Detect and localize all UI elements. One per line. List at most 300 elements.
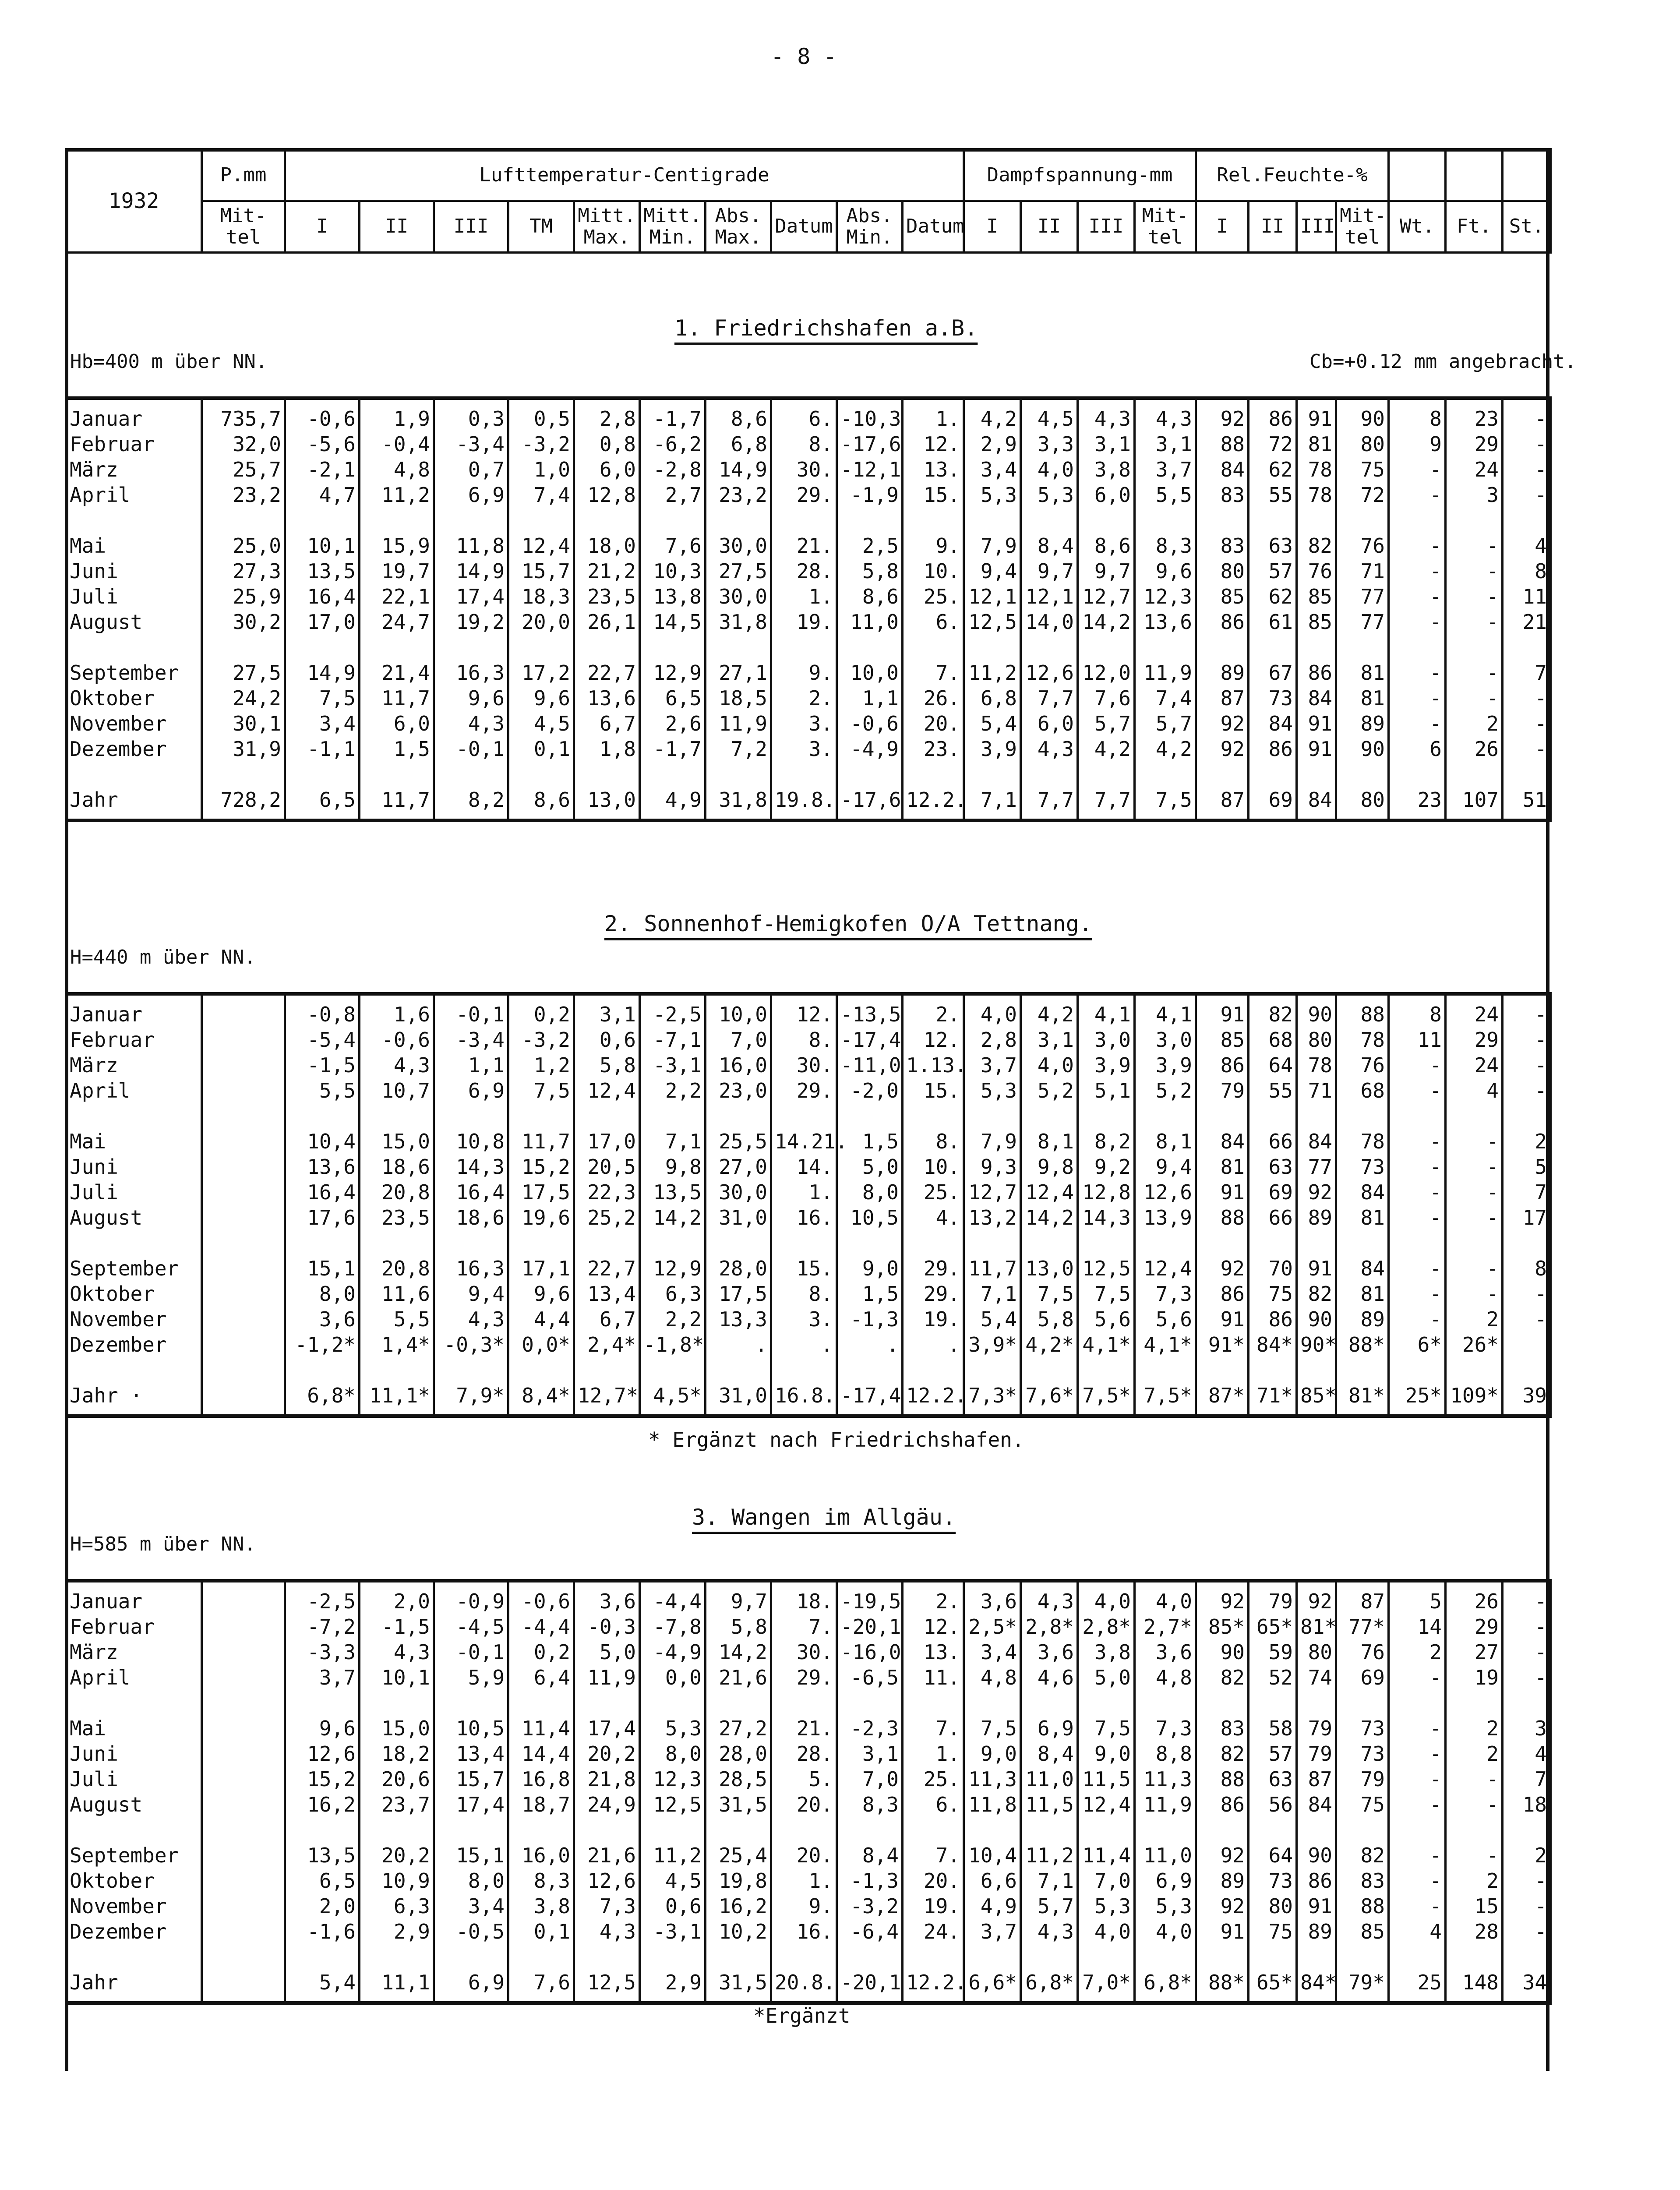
- table-cell: [202, 1919, 285, 1944]
- table-cell: 3,6: [574, 1581, 640, 1614]
- table-cell: 8,0: [837, 1180, 903, 1205]
- table-cell: 9,6: [508, 685, 574, 711]
- table-cell: 4,3: [1078, 398, 1135, 431]
- table-cell: 13,0: [574, 787, 640, 820]
- spacer-cell: [1503, 1690, 1551, 1716]
- table-cell: -: [1503, 457, 1551, 482]
- table-cell: 12,4: [508, 533, 574, 558]
- table-cell: 78: [1297, 457, 1336, 482]
- spacer-cell: [1446, 1357, 1503, 1383]
- table-cell: 86: [1196, 1792, 1249, 1817]
- table-cell: 109*: [1446, 1383, 1503, 1416]
- table-row: [66, 1129, 1551, 1154]
- table-cell: 3,0: [1135, 1027, 1196, 1053]
- month-label: September: [66, 1843, 202, 1868]
- table-cell: 7,0: [837, 1766, 903, 1792]
- table-cell: 17,5: [508, 1180, 574, 1205]
- table-cell: 80: [1249, 1893, 1297, 1919]
- spacer-cell: [1336, 508, 1389, 533]
- spacer-cell: [1446, 635, 1503, 660]
- table-cell: 5,6: [1078, 1307, 1135, 1332]
- table-cell: 27,2: [706, 1716, 771, 1741]
- spacer-cell: [1196, 762, 1249, 787]
- table-cell: 3: [1503, 1716, 1551, 1741]
- spacer-cell: [66, 762, 202, 787]
- table-cell: 79: [1297, 1716, 1336, 1741]
- spacer-cell: [434, 1944, 508, 1970]
- spacer-cell: [1196, 635, 1249, 660]
- spacer-cell: [1249, 762, 1297, 787]
- table-cell: 1.: [903, 398, 964, 431]
- table-cell: 4,0: [1078, 1919, 1135, 1944]
- spacer-cell: [285, 508, 360, 533]
- table-cell: -2,1: [285, 457, 360, 482]
- table-cell: 80: [1196, 558, 1249, 584]
- table-cell: 88: [1336, 994, 1389, 1027]
- table-cell: 13.: [903, 1639, 964, 1665]
- table-cell: 9,4: [964, 558, 1021, 584]
- table-cell: 12,9: [640, 1256, 706, 1281]
- table-cell: 78: [1336, 1027, 1389, 1053]
- spacer-cell: [640, 1690, 706, 1716]
- table-cell: 4,5: [640, 1868, 706, 1893]
- table-cell: 11,1: [360, 1970, 434, 2003]
- table-cell: [202, 1205, 285, 1230]
- spacer-cell: [1196, 1944, 1249, 1970]
- table-cell: 20,2: [574, 1741, 640, 1766]
- table-cell: 4,0: [1135, 1919, 1196, 1944]
- table-cell: 7,3*: [964, 1383, 1021, 1416]
- table-cell: 12.: [771, 994, 837, 1027]
- spacer-cell: [1297, 1817, 1336, 1843]
- table-cell: -2,0: [837, 1078, 903, 1103]
- table-cell: 14,9: [285, 660, 360, 685]
- table-cell: 20,5: [574, 1154, 640, 1180]
- table-cell: 12,8: [1078, 1180, 1135, 1205]
- table-cell: 9.: [771, 1893, 837, 1919]
- temperature-col-header: Abs. Max.: [706, 201, 771, 253]
- table-cell: 4,5: [1021, 398, 1078, 431]
- spacer-cell: [508, 1357, 574, 1383]
- table-cell: -2,3: [837, 1716, 903, 1741]
- table-cell: 4,2: [964, 398, 1021, 431]
- table-cell: -: [1503, 1027, 1551, 1053]
- vapor-col-header: II: [1021, 201, 1078, 253]
- table-row: [66, 431, 1551, 457]
- spacer-cell: [1196, 508, 1249, 533]
- table-cell: 2: [1446, 711, 1503, 736]
- table-cell: 0,3: [434, 398, 508, 431]
- table-cell: 30,1: [202, 711, 285, 736]
- table-cell: 78: [1297, 1053, 1336, 1078]
- table-cell: 81: [1336, 660, 1389, 685]
- table-cell: 3,8: [1078, 1639, 1135, 1665]
- table-cell: 4,3: [1021, 736, 1078, 762]
- spacer-cell: [360, 762, 434, 787]
- table-cell: 86: [1249, 736, 1297, 762]
- table-row: [66, 1893, 1551, 1919]
- table-cell: 64: [1249, 1843, 1297, 1868]
- table-cell: 14,9: [706, 457, 771, 482]
- spacer-cell: [574, 1944, 640, 1970]
- table-cell: 4,0: [1078, 1581, 1135, 1614]
- table-cell: 87: [1196, 685, 1249, 711]
- correction-note: Cb=+0.12 mm angebracht.: [1309, 350, 1577, 373]
- spacer-cell: [1135, 508, 1196, 533]
- table-cell: -: [1446, 1129, 1503, 1154]
- table-cell: 85: [1297, 584, 1336, 609]
- spacer-cell: [771, 1944, 837, 1970]
- table-cell: 31,0: [706, 1383, 771, 1416]
- table-cell: 12,5: [964, 609, 1021, 635]
- table-cell: 2,8: [964, 1027, 1021, 1053]
- month-label: Jahr ·: [66, 1383, 202, 1416]
- table-cell: 21: [1503, 609, 1551, 635]
- spacer-cell: [1389, 635, 1446, 660]
- table-cell: 7: [1503, 660, 1551, 685]
- table-cell: -: [1446, 558, 1503, 584]
- spacer-cell: [285, 1103, 360, 1129]
- table-cell: 91: [1297, 711, 1336, 736]
- table-cell: 27,3: [202, 558, 285, 584]
- table-cell: 79: [1249, 1581, 1297, 1614]
- table-cell: 82: [1249, 994, 1297, 1027]
- spacer-cell: [1389, 1817, 1446, 1843]
- vapor-col-header: III: [1078, 201, 1135, 253]
- table-cell: 3,4: [964, 1639, 1021, 1665]
- table-row: [66, 1868, 1551, 1893]
- table-cell: [1503, 1332, 1551, 1357]
- table-cell: 735,7: [202, 398, 285, 431]
- table-cell: 1,9: [360, 398, 434, 431]
- table-cell: 23,5: [360, 1205, 434, 1230]
- table-cell: 88: [1196, 431, 1249, 457]
- spacer-cell: [508, 1230, 574, 1256]
- table-cell: 7,2: [706, 736, 771, 762]
- table-cell: 14,4: [508, 1741, 574, 1766]
- spacer-row: [66, 508, 1551, 533]
- month-label: Jahr: [66, 787, 202, 820]
- table-cell: 10,9: [360, 1868, 434, 1893]
- table-cell: -: [1389, 1843, 1446, 1868]
- month-label: Dezember: [66, 1919, 202, 1944]
- table-cell: 7,7: [1021, 685, 1078, 711]
- table-cell: 25,2: [574, 1205, 640, 1230]
- table-cell: 26: [1446, 1581, 1503, 1614]
- spacer-cell: [837, 1690, 903, 1716]
- table-cell: 73: [1336, 1154, 1389, 1180]
- table-cell: 12,0: [1078, 660, 1135, 685]
- month-label: Mai: [66, 533, 202, 558]
- spacer-cell: [1389, 508, 1446, 533]
- spacer-cell: [1249, 1944, 1297, 1970]
- table-cell: 25*: [1389, 1383, 1446, 1416]
- temperature-col-header: Datum: [903, 201, 964, 253]
- table-cell: 4,1: [1078, 994, 1135, 1027]
- table-cell: 84*: [1249, 1332, 1297, 1357]
- table-cell: 11,1*: [360, 1383, 434, 1416]
- table-cell: 89: [1336, 1307, 1389, 1332]
- table-cell: 76: [1336, 533, 1389, 558]
- table-cell: 3,6: [285, 1307, 360, 1332]
- spacer-cell: [640, 1357, 706, 1383]
- spacer-cell: [1249, 1357, 1297, 1383]
- table-row: [66, 1919, 1551, 1944]
- table-cell: 1.: [903, 1741, 964, 1766]
- table-row: [66, 1078, 1551, 1103]
- table-cell: 14,3: [434, 1154, 508, 1180]
- table-cell: 25.: [903, 1180, 964, 1205]
- vapor-col-header: I: [964, 201, 1021, 253]
- table-cell: 8,4*: [508, 1383, 574, 1416]
- table-cell: 3,7: [964, 1053, 1021, 1078]
- table-cell: -1,2*: [285, 1332, 360, 1357]
- table-cell: 25,7: [202, 457, 285, 482]
- table-cell: 4,6: [1021, 1665, 1078, 1690]
- month-label: Januar: [66, 1581, 202, 1614]
- table-cell: 6,0: [360, 711, 434, 736]
- table-cell: 4,1: [1135, 994, 1196, 1027]
- table-cell: 6,0: [1078, 482, 1135, 508]
- table-cell: 9,0: [964, 1741, 1021, 1766]
- humidity-col-header: I: [1196, 201, 1249, 253]
- spacer-cell: [66, 1230, 202, 1256]
- table-cell: 1.13.: [903, 1053, 964, 1078]
- spacer-cell: [706, 635, 771, 660]
- table-cell: 7,5: [1135, 787, 1196, 820]
- table-cell: 24: [1446, 457, 1503, 482]
- table-row: [66, 1281, 1551, 1307]
- spacer-cell: [1336, 1817, 1389, 1843]
- month-label: April: [66, 1078, 202, 1103]
- table-cell: -17,6: [837, 787, 903, 820]
- table-cell: 21,2: [574, 558, 640, 584]
- table-cell: 5,5: [1135, 482, 1196, 508]
- spacer-cell: [1196, 1103, 1249, 1129]
- table-cell: 13,5: [640, 1180, 706, 1205]
- table-cell: 91: [1196, 1180, 1249, 1205]
- spacer-cell: [771, 1690, 837, 1716]
- spacer-cell: [1135, 1230, 1196, 1256]
- table-cell: 8,0: [640, 1741, 706, 1766]
- table-cell: 3,7: [964, 1919, 1021, 1944]
- empty-header: [1389, 149, 1446, 201]
- spacer-cell: [1135, 635, 1196, 660]
- spacer-cell: [1021, 1690, 1078, 1716]
- table-cell: 23,5: [574, 584, 640, 609]
- table-cell: 11,2: [640, 1843, 706, 1868]
- table-cell: 11,7: [360, 685, 434, 711]
- spacer-cell: [1503, 508, 1551, 533]
- month-label: Dezember: [66, 1332, 202, 1357]
- table-cell: -: [1389, 1792, 1446, 1817]
- table-cell: 7,1: [1021, 1868, 1078, 1893]
- table-cell: -: [1503, 1614, 1551, 1639]
- table-cell: 6,9: [434, 1078, 508, 1103]
- table-cell: 59: [1249, 1639, 1297, 1665]
- table-cell: 1,4*: [360, 1332, 434, 1357]
- table-cell: 84*: [1297, 1970, 1336, 2003]
- table-cell: -: [1503, 1078, 1551, 1103]
- table-cell: -: [1389, 1154, 1446, 1180]
- table-cell: 19.: [903, 1893, 964, 1919]
- spacer-cell: [837, 508, 903, 533]
- table-cell: -20,1: [837, 1614, 903, 1639]
- table-cell: 4,1*: [1135, 1332, 1196, 1357]
- table-cell: 29.: [771, 482, 837, 508]
- table-cell: 27,1: [706, 660, 771, 685]
- table-cell: 75: [1336, 457, 1389, 482]
- table-cell: 5,8: [837, 558, 903, 584]
- spacer-cell: [837, 1103, 903, 1129]
- table-cell: 148: [1446, 1970, 1503, 2003]
- table-cell: 7.: [771, 1614, 837, 1639]
- table-cell: 11,5: [1021, 1792, 1078, 1817]
- table-cell: 62: [1249, 457, 1297, 482]
- table-cell: -1,3: [837, 1307, 903, 1332]
- spacer-cell: [1021, 1230, 1078, 1256]
- table-cell: -: [1389, 1180, 1446, 1205]
- spacer-cell: [640, 1817, 706, 1843]
- table-cell: 18: [1503, 1792, 1551, 1817]
- table-cell: 91: [1196, 1919, 1249, 1944]
- table-cell: 84: [1196, 457, 1249, 482]
- table-cell: 5,0: [1078, 1665, 1135, 1690]
- table-cell: 29: [1446, 1027, 1503, 1053]
- spacer-cell: [285, 1357, 360, 1383]
- spacer-cell: [1389, 1103, 1446, 1129]
- table-cell: 7,5: [508, 1078, 574, 1103]
- month-label: Juli: [66, 584, 202, 609]
- table-cell: 28.: [771, 1741, 837, 1766]
- table-cell: 15.: [771, 1256, 837, 1281]
- spacer-cell: [434, 1690, 508, 1716]
- table-cell: 89: [1196, 1868, 1249, 1893]
- table-cell: 21.: [771, 1716, 837, 1741]
- table-cell: 14,5: [640, 609, 706, 635]
- spacer-cell: [202, 508, 285, 533]
- table-cell: -: [1446, 660, 1503, 685]
- spacer-cell: [202, 1230, 285, 1256]
- table-cell: 6,8: [706, 431, 771, 457]
- spacer-cell: [574, 635, 640, 660]
- table-cell: 20.: [903, 1868, 964, 1893]
- table-cell: -12,1: [837, 457, 903, 482]
- table-cell: 11,9: [574, 1665, 640, 1690]
- table-cell: 24,7: [360, 609, 434, 635]
- spacer-cell: [360, 1944, 434, 1970]
- table-cell: 29: [1446, 1614, 1503, 1639]
- table-cell: 1,1: [837, 685, 903, 711]
- table-cell: -7,2: [285, 1614, 360, 1639]
- extra-col-header: Ft.: [1446, 201, 1503, 253]
- table-cell: 21,6: [706, 1665, 771, 1690]
- table-cell: 21.: [771, 533, 837, 558]
- month-label: Juni: [66, 558, 202, 584]
- table-cell: 4,0: [1135, 1581, 1196, 1614]
- table-cell: 2,9: [964, 431, 1021, 457]
- empty-header: [1446, 149, 1503, 201]
- table-cell: 5,4: [964, 711, 1021, 736]
- table-cell: 8.: [771, 1027, 837, 1053]
- table-cell: 20.: [903, 711, 964, 736]
- table-cell: -: [1503, 398, 1551, 431]
- spacer-row: [66, 1230, 1551, 1256]
- table-cell: -: [1389, 660, 1446, 685]
- month-label: Mai: [66, 1129, 202, 1154]
- spacer-cell: [1503, 1230, 1551, 1256]
- table-cell: -17,4: [837, 1027, 903, 1053]
- table-cell: [202, 1716, 285, 1741]
- table-cell: 76: [1336, 1639, 1389, 1665]
- spacer-cell: [1336, 1230, 1389, 1256]
- spacer-cell: [1135, 1357, 1196, 1383]
- table-cell: 8: [1389, 398, 1446, 431]
- spacer-cell: [508, 508, 574, 533]
- table-cell: 15,0: [360, 1129, 434, 1154]
- table-cell: 20,2: [360, 1843, 434, 1868]
- spacer-cell: [1389, 1357, 1446, 1383]
- table-cell: 14.21.: [771, 1129, 837, 1154]
- table-cell: 12,6: [285, 1741, 360, 1766]
- spacer-cell: [1078, 1944, 1135, 1970]
- spacer-cell: [964, 762, 1021, 787]
- table-cell: 12,6: [574, 1868, 640, 1893]
- table-cell: 2.: [771, 685, 837, 711]
- table-cell: -: [1389, 1078, 1446, 1103]
- table-cell: 23,0: [706, 1078, 771, 1103]
- table-cell: 63: [1249, 1154, 1297, 1180]
- table-cell: 4,0: [1021, 1053, 1078, 1078]
- month-label: August: [66, 1792, 202, 1817]
- table-cell: 7,5*: [1135, 1383, 1196, 1416]
- table-cell: 17,4: [574, 1716, 640, 1741]
- table-cell: 3.: [771, 1307, 837, 1332]
- table-cell: -: [1389, 1256, 1446, 1281]
- table-cell: 13,5: [285, 558, 360, 584]
- table-cell: 1,1: [434, 1053, 508, 1078]
- table-cell: 3,1: [1135, 431, 1196, 457]
- table-cell: -5,6: [285, 431, 360, 457]
- temperature-col-header: I: [285, 201, 360, 253]
- table-cell: -1,3: [837, 1868, 903, 1893]
- spacer-cell: [1336, 1690, 1389, 1716]
- table-cell: 17,2: [508, 660, 574, 685]
- table-cell: -6,5: [837, 1665, 903, 1690]
- table-cell: -: [1446, 1281, 1503, 1307]
- table-cell: 89: [1196, 660, 1249, 685]
- table-cell: -: [1446, 1180, 1503, 1205]
- table-cell: 6,8: [964, 685, 1021, 711]
- table-cell: 14,2: [1078, 609, 1135, 635]
- table-cell: .: [771, 1332, 837, 1357]
- table-cell: 88*: [1336, 1332, 1389, 1357]
- month-label: Jahr: [66, 1970, 202, 2003]
- table-cell: 11,3: [964, 1766, 1021, 1792]
- spacer-row: [66, 1357, 1551, 1383]
- table-row: [66, 1639, 1551, 1665]
- table-cell: -: [1503, 1919, 1551, 1944]
- table-cell: 30.: [771, 1053, 837, 1078]
- table-cell: 30.: [771, 457, 837, 482]
- spacer-cell: [360, 1690, 434, 1716]
- spacer-cell: [837, 635, 903, 660]
- table-cell: 5,3: [640, 1716, 706, 1741]
- table-row: [66, 1766, 1551, 1792]
- table-cell: 7,1: [640, 1129, 706, 1154]
- table-cell: 91: [1297, 398, 1336, 431]
- table-cell: 3.: [771, 736, 837, 762]
